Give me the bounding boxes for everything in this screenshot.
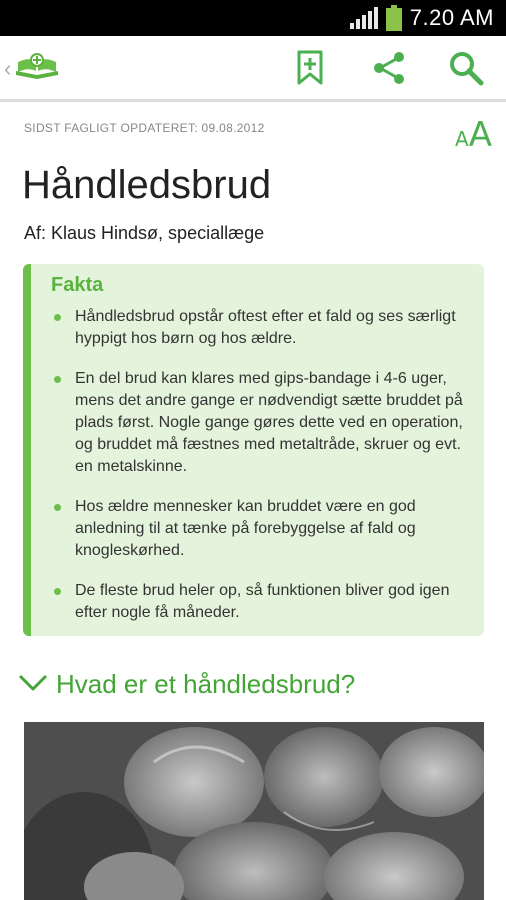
status-indicators: [350, 0, 494, 36]
facts-list-item: [51, 368, 475, 478]
font-size-toggle[interactable]: [455, 115, 492, 155]
facts-item-text: Hos ældre mennesker kan bruddet være en god anledning til at tænke på forebyggelse af fald og knogleskørhed.: [75, 498, 416, 559]
facts-item-text: En del brud kan klares med gips-bandage i 4-6 uger, mens det andre gange er nødvendigt sætte bruddet på plads først. Nogle gange gøres dette ved en operation, og bruddet må fæstnes med metaltråde, skruer og evt. en metalskinne.: [75, 370, 463, 475]
bookmark-add-button[interactable]: [290, 50, 330, 90]
bullet-icon: [54, 588, 61, 595]
chevron-left-icon: ‹: [4, 56, 12, 81]
app-toolbar: [0, 36, 506, 102]
section-title: Hvad er et håndledsbrud?: [56, 669, 356, 699]
bullet-icon: [54, 376, 61, 383]
bookmark-add-icon: [296, 50, 324, 91]
bullet-icon: [54, 314, 61, 321]
section-header-what-is[interactable]: [18, 669, 355, 700]
facts-list-item: [51, 580, 475, 624]
article-author: Af: Klaus Hindsø, speciallæge: [24, 223, 265, 243]
back-home-button[interactable]: [4, 53, 66, 85]
share-button[interactable]: [369, 50, 409, 90]
status-bar: [0, 0, 506, 36]
search-button[interactable]: [446, 50, 486, 90]
search-icon: [448, 50, 484, 91]
share-icon: [371, 50, 407, 91]
battery-icon: [386, 5, 402, 31]
bullet-icon: [54, 504, 61, 511]
facts-title: Fakta: [51, 274, 104, 296]
facts-list-item: [51, 496, 475, 562]
app-logo-icon: [14, 53, 60, 86]
facts-list-item: [51, 306, 475, 350]
font-size-small-label: A: [455, 127, 469, 151]
last-updated-text: SIDST FAGLIGT OPDATERET: 09.08.2012: [24, 121, 265, 135]
facts-item-text: Håndledsbrud opstår oftest efter et fald og ses særligt hyppigt hos børn og hos ældre.: [75, 308, 456, 347]
status-time: 7.20 AM: [409, 5, 494, 30]
signal-strength-icon: [350, 7, 378, 29]
facts-list: [51, 306, 475, 642]
article-title: Håndledsbrud: [22, 163, 272, 207]
chevron-down-icon: [18, 672, 48, 697]
facts-box: [23, 264, 484, 636]
xray-image[interactable]: [24, 722, 484, 900]
facts-item-text: De fleste brud heler op, så funktionen bliver god igen efter nogle få måneder.: [75, 582, 450, 621]
font-size-big-label: A: [468, 115, 492, 155]
